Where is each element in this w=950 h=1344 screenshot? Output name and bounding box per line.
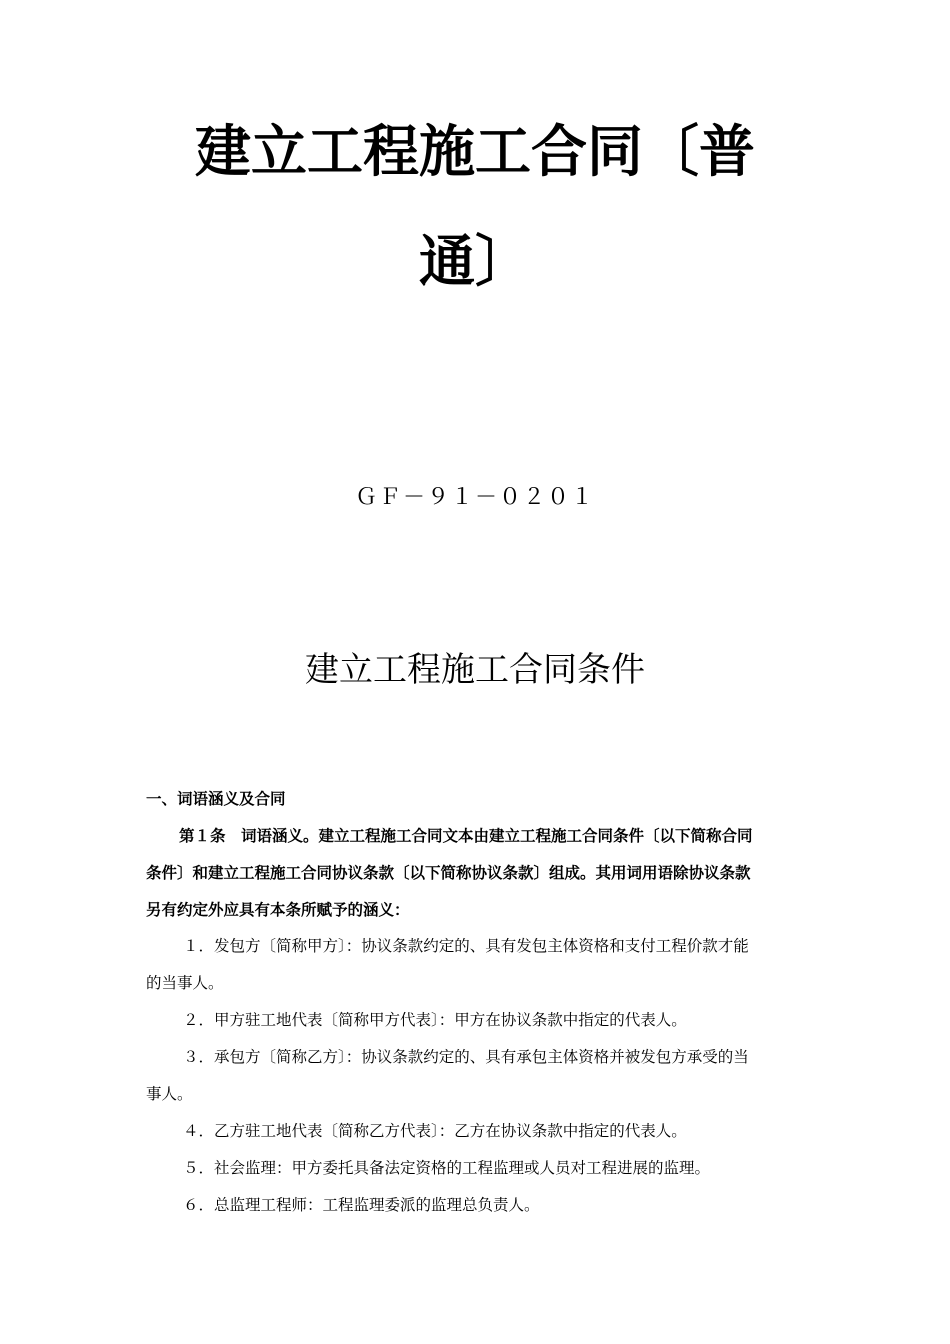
article-1-line-1: 第１条 词语涵义。建立工程施工合同文本由建立工程施工合同条件〔以下简称合同 xyxy=(179,826,753,845)
definition-6: ６．总监理工程师：工程监理委派的监理总负责人。 xyxy=(183,1196,540,1214)
article-1-line-2: 条件〕和建立工程施工合同协议条款〔以下简称协议条款〕组成。其用词用语除协议条款 xyxy=(146,863,751,882)
definition-1-line-1: １．发包方〔简称甲方〕：协议条款约定的、具有发包主体资格和支付工程价款才能 xyxy=(183,937,749,955)
document-body xyxy=(146,780,808,1224)
article-1-line-3: 另有约定外应具有本条所赋予的涵义： xyxy=(146,900,410,919)
definition-1-line-2: 的当事人。 xyxy=(146,974,224,992)
contract-code: ＧＦ－９１－０２０１ xyxy=(354,485,595,510)
definition-3-line-1: ３．承包方〔简称乙方〕：协议条款约定的、具有承包主体资格并被发包方承受的当 xyxy=(183,1048,749,1066)
definition-5: ５．社会监理：甲方委托具备法定资格的工程监理或人员对工程进展的监理。 xyxy=(183,1159,711,1177)
document-title-line-1: 建立工程施工合同〔普 xyxy=(195,119,755,185)
definition-2: ２．甲方驻工地代表〔简称甲方代表〕：甲方在协议条款中指定的代表人。 xyxy=(183,1011,687,1029)
document-title-line-2: 通〕 xyxy=(419,229,531,295)
section-heading: 一、词语涵义及合同 xyxy=(146,789,286,808)
definition-4: ４．乙方驻工地代表〔简称乙方代表〕：乙方在协议条款中指定的代表人。 xyxy=(183,1122,687,1140)
definition-3-line-2: 事人。 xyxy=(146,1085,193,1103)
document-subtitle: 建立工程施工合同条件 xyxy=(305,650,645,690)
